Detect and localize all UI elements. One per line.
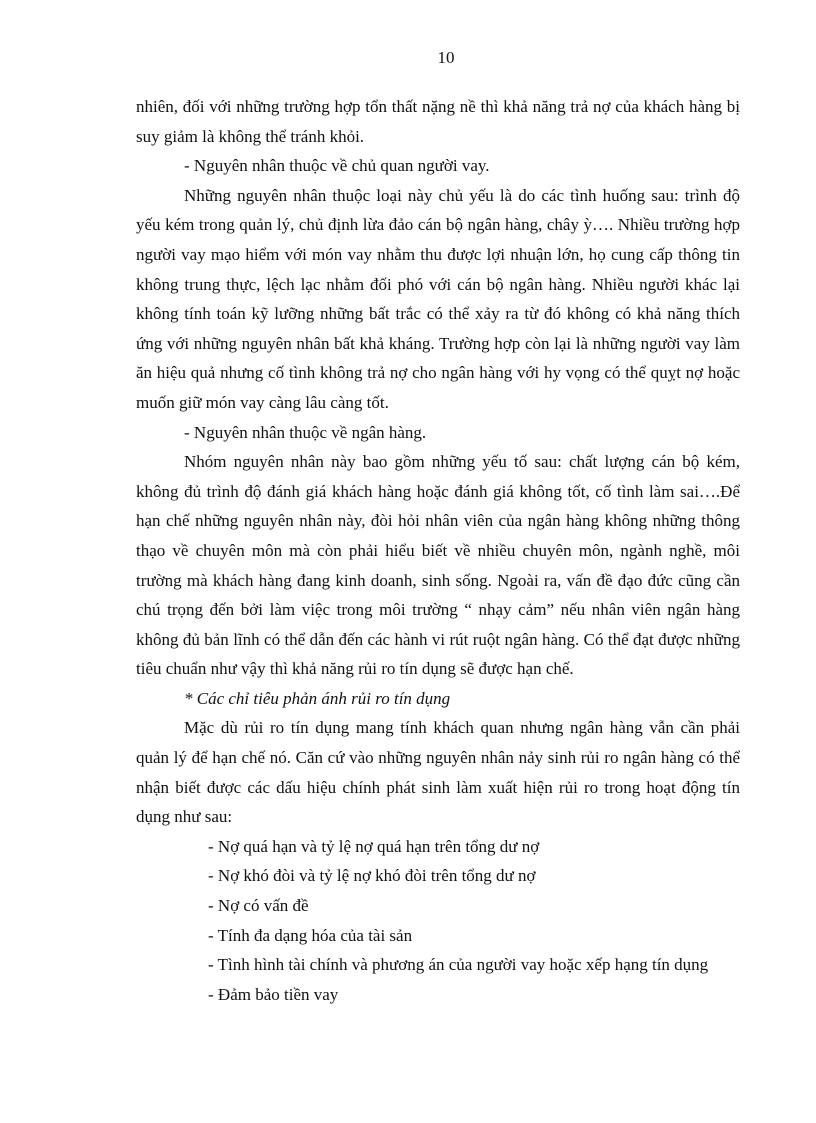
paragraph-borrower-causes: Những nguyên nhân thuộc loại này chủ yếu là do các tình huống sau: trình độ yếu kém trong quản lý, chủ định lừa đảo cán bộ ngân hàng, chây ỳ…. Nhiều trường hợp người vay mạo hiểm với món vay nhằm thu được lợi nhuận lớn, họ cung cấp thông tin không trung thực, lệch lạc nhằm đối phó với cán bộ ngân hàng. Nhiều người khác lại không tính toán kỹ lưỡng những bất trắc có thể xảy ra từ đó không có khả năng thích ứng với những nguyên nhân bất khả kháng. Trường hợp còn lại là những người vay làm ăn hiệu quả nhưng cố tình không trả nợ cho ngân hàng với hy vọng có thể quỵt nợ hoặc muốn giữ món vay càng lâu càng tốt. [136,185,740,412]
list-item: - Nợ có vấn đề [208,896,309,916]
paragraph-indicators: Mặc dù rủi ro tín dụng mang tính khách quan nhưng ngân hàng vẫn cần phải quản lý để hạn chế nó. Căn cứ vào những nguyên nhân nảy sinh rủi ro ngân hàng có thể nhận biết được các dấu hiệu chính phát sinh làm xuất hiện rủi ro trong hoạt động tín dụng như sau: [136,718,740,827]
list-item: - Nợ quá hạn và tỷ lệ nợ quá hạn trên tổng dư nợ [208,836,540,856]
paragraph-continuation: nhiên, đối với những trường hợp tổn thất nặng nề thì khả năng trả nợ của khách hàng bị suy giảm là không thể tránh khỏi. [136,97,740,146]
indicator-list [136,832,740,1010]
subheading-borrower-causes: - Nguyên nhân thuộc về chủ quan người vay. [184,156,490,176]
subheading-bank-causes: - Nguyên nhân thuộc về ngân hàng. [184,422,427,442]
list-item: - Đảm bảo tiền vay [208,984,339,1004]
page-number: 10 [437,48,455,67]
list-item: - Nợ khó đòi và tỷ lệ nợ khó đòi trên tổng dư nợ [208,866,536,886]
section-heading: * Các chỉ tiêu phản ánh rủi ro tín dụng [184,688,451,708]
paragraph-bank-causes: Nhóm nguyên nhân này bao gồm những yếu tố sau: chất lượng cán bộ kém, không đủ trình độ đánh giá khách hàng hoặc đánh giá không tốt, cố tình làm sai….Để hạn chế những nguyên nhân này, đòi hỏi nhân viên của ngân hàng không những thông thạo về chuyên môn mà còn phải hiểu biết về nhiều chuyên môn, ngành nghề, môi trường mà khách hàng đang kinh doanh, sinh sống. Ngoài ra, vấn đề đạo đức cũng cần chú trọng đến bởi làm việc trong môi trường “ nhạy cảm” nếu nhân viên ngân hàng không đủ bản lĩnh có thể dẫn đến các hành vi rút ruột ngân hàng. Có thể đạt được những tiêu chuẩn như vậy thì khả năng rủi ro tín dụng sẽ được hạn chế. [136,452,740,679]
document-body [136,92,740,1009]
list-item: - Tính đa dạng hóa của tài sản [208,925,413,945]
list-item: - Tình hình tài chính và phương án của người vay hoặc xếp hạng tín dụng [208,955,709,975]
